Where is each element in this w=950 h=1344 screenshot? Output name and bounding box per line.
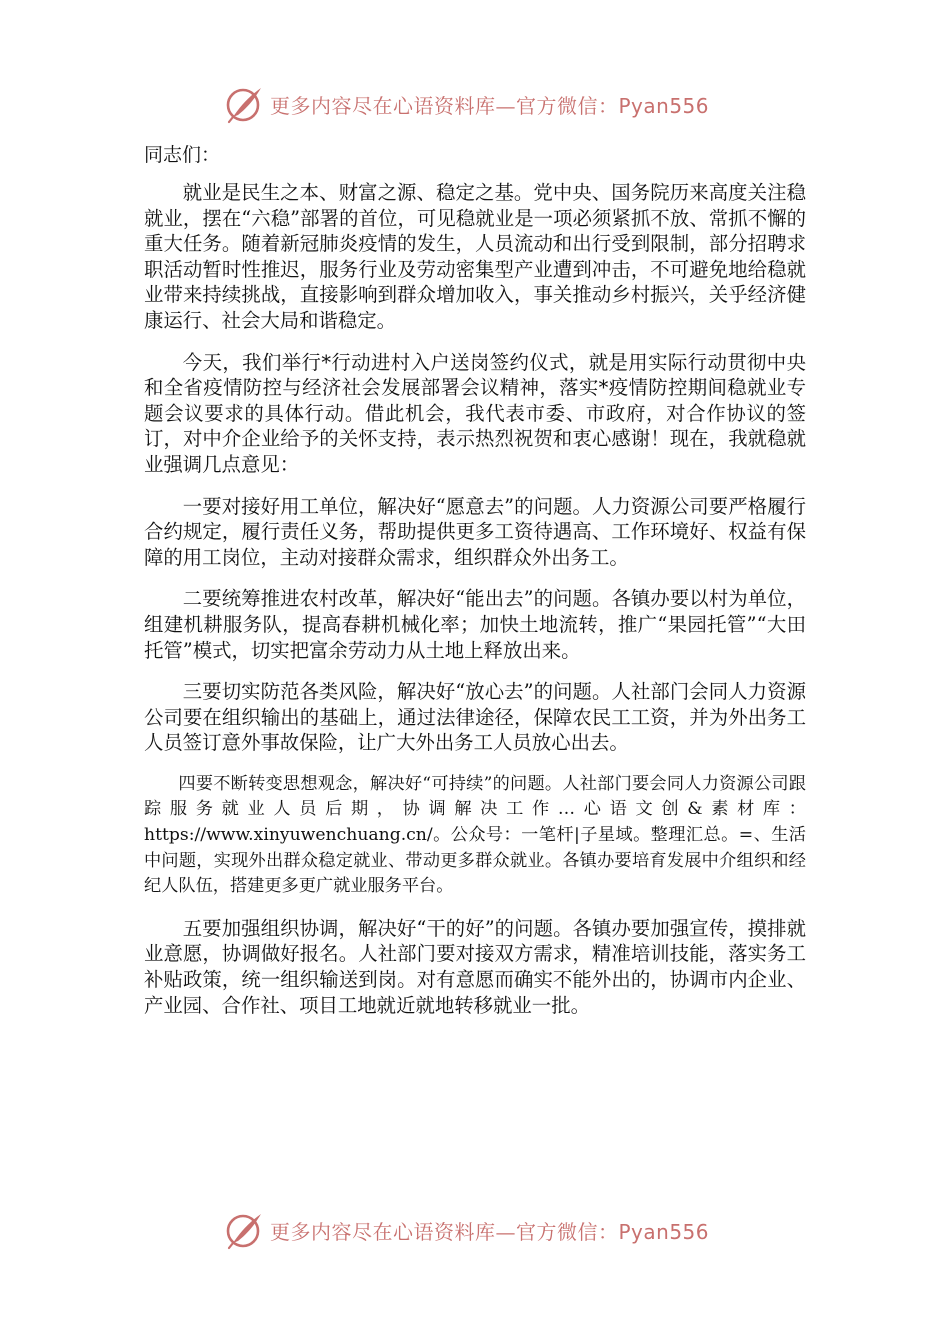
quill-pen-seal-icon [224, 84, 264, 124]
header-watermark [224, 84, 709, 124]
watermark-text [270, 1216, 709, 1245]
paragraph-3: 一要对接好用工单位，解决好“愿意去”的问题。人力资源公司要严格履行合约规定，履行责任义务，帮助提供更多工资待遇高、工作环境好、权益有保障的用工岗位，主动对接群众需求，组织群众外出务工。 [144, 494, 806, 569]
greeting: 同志们： [144, 144, 221, 166]
paragraph-2: 今天，我们举行*行动进村入户送岗签约仪式，就是用实际行动贯彻中央和全省疫情防控与经济社会发展部署会议精神，落实*疫情防控期间稳就业专题会议要求的具体行动。借此机会，我代表市委、市政府，对合作协议的签订，对中介企业给予的关怀支持，表示热烈祝贺和衷心感谢！现在，我就稳就业强调几点意见： [144, 350, 806, 476]
footer-watermark [224, 1210, 709, 1250]
quill-pen-seal-icon [224, 1210, 264, 1250]
watermark-text [270, 90, 709, 119]
paragraph-6: 四要不断转变思想观念，解决好“可持续”的问题。人社部门要会同人力资源公司跟踪服务就业人员后期，协调解决工作…心语文创&素材库：https://www.xinyuwenchuang.cn/。公众号：一笔杆|子星域。整理汇总。=、生活中问题，实现外出群众稳定就业、带动更多群众就业。各镇办要培育发展中介组织和经纪人队伍，搭建更多更广就业服务平台。 [144, 773, 806, 897]
paragraph-7: 五要加强组织协调，解决好“干的好”的问题。各镇办要加强宣传，摸排就业意愿，协调做好报名。人社部门要对接双方需求，精准培训技能，落实务工补贴政策，统一组织输送到岗。对有意愿而确实不能外出的，协调市内企业、产业园、合作社、项目工地就近就地转移就业一批。 [144, 916, 806, 1017]
paragraph-5: 三要切实防范各类风险，解决好“放心去”的问题。人社部门会同人力资源公司要在组织输出的基础上，通过法律途径，保障农民工工资，并为外出务工人员签订意外事故保险，让广大外出务工人员放心出去。 [144, 680, 806, 755]
watermark-handle: Pyan556 [618, 93, 710, 118]
watermark-handle: Pyan556 [618, 1219, 710, 1244]
paragraph-1: 就业是民生之本、财富之源、稳定之基。党中央、国务院历来高度关注稳就业，摆在“六稳”部署的首位，可见稳就业是一项必须紧抓不放、常抓不懈的重大任务。随着新冠肺炎疫情的发生，人员流动和出行受到限制，部分招聘求职活动暂时性推迟，服务行业及劳动密集型产业遭到冲击，不可避免地给稳就业带来持续挑战，直接影响到群众增加收入，事关推动乡村振兴，关乎经济健康运行、社会大局和谐稳定。 [144, 181, 806, 332]
document-body [144, 142, 806, 1034]
watermark-label: 更多内容尽在心语资料库—官方微信： [270, 1219, 619, 1244]
watermark-label: 更多内容尽在心语资料库—官方微信： [270, 93, 619, 118]
paragraph-4: 二要统筹推进农村改革，解决好“能出去”的问题。各镇办要以村为单位，组建机耕服务队，提高春耕机械化率；加快土地流转，推广“果园托管”“大田托管”模式，切实把富余劳动力从土地上释放出来。 [144, 587, 806, 662]
